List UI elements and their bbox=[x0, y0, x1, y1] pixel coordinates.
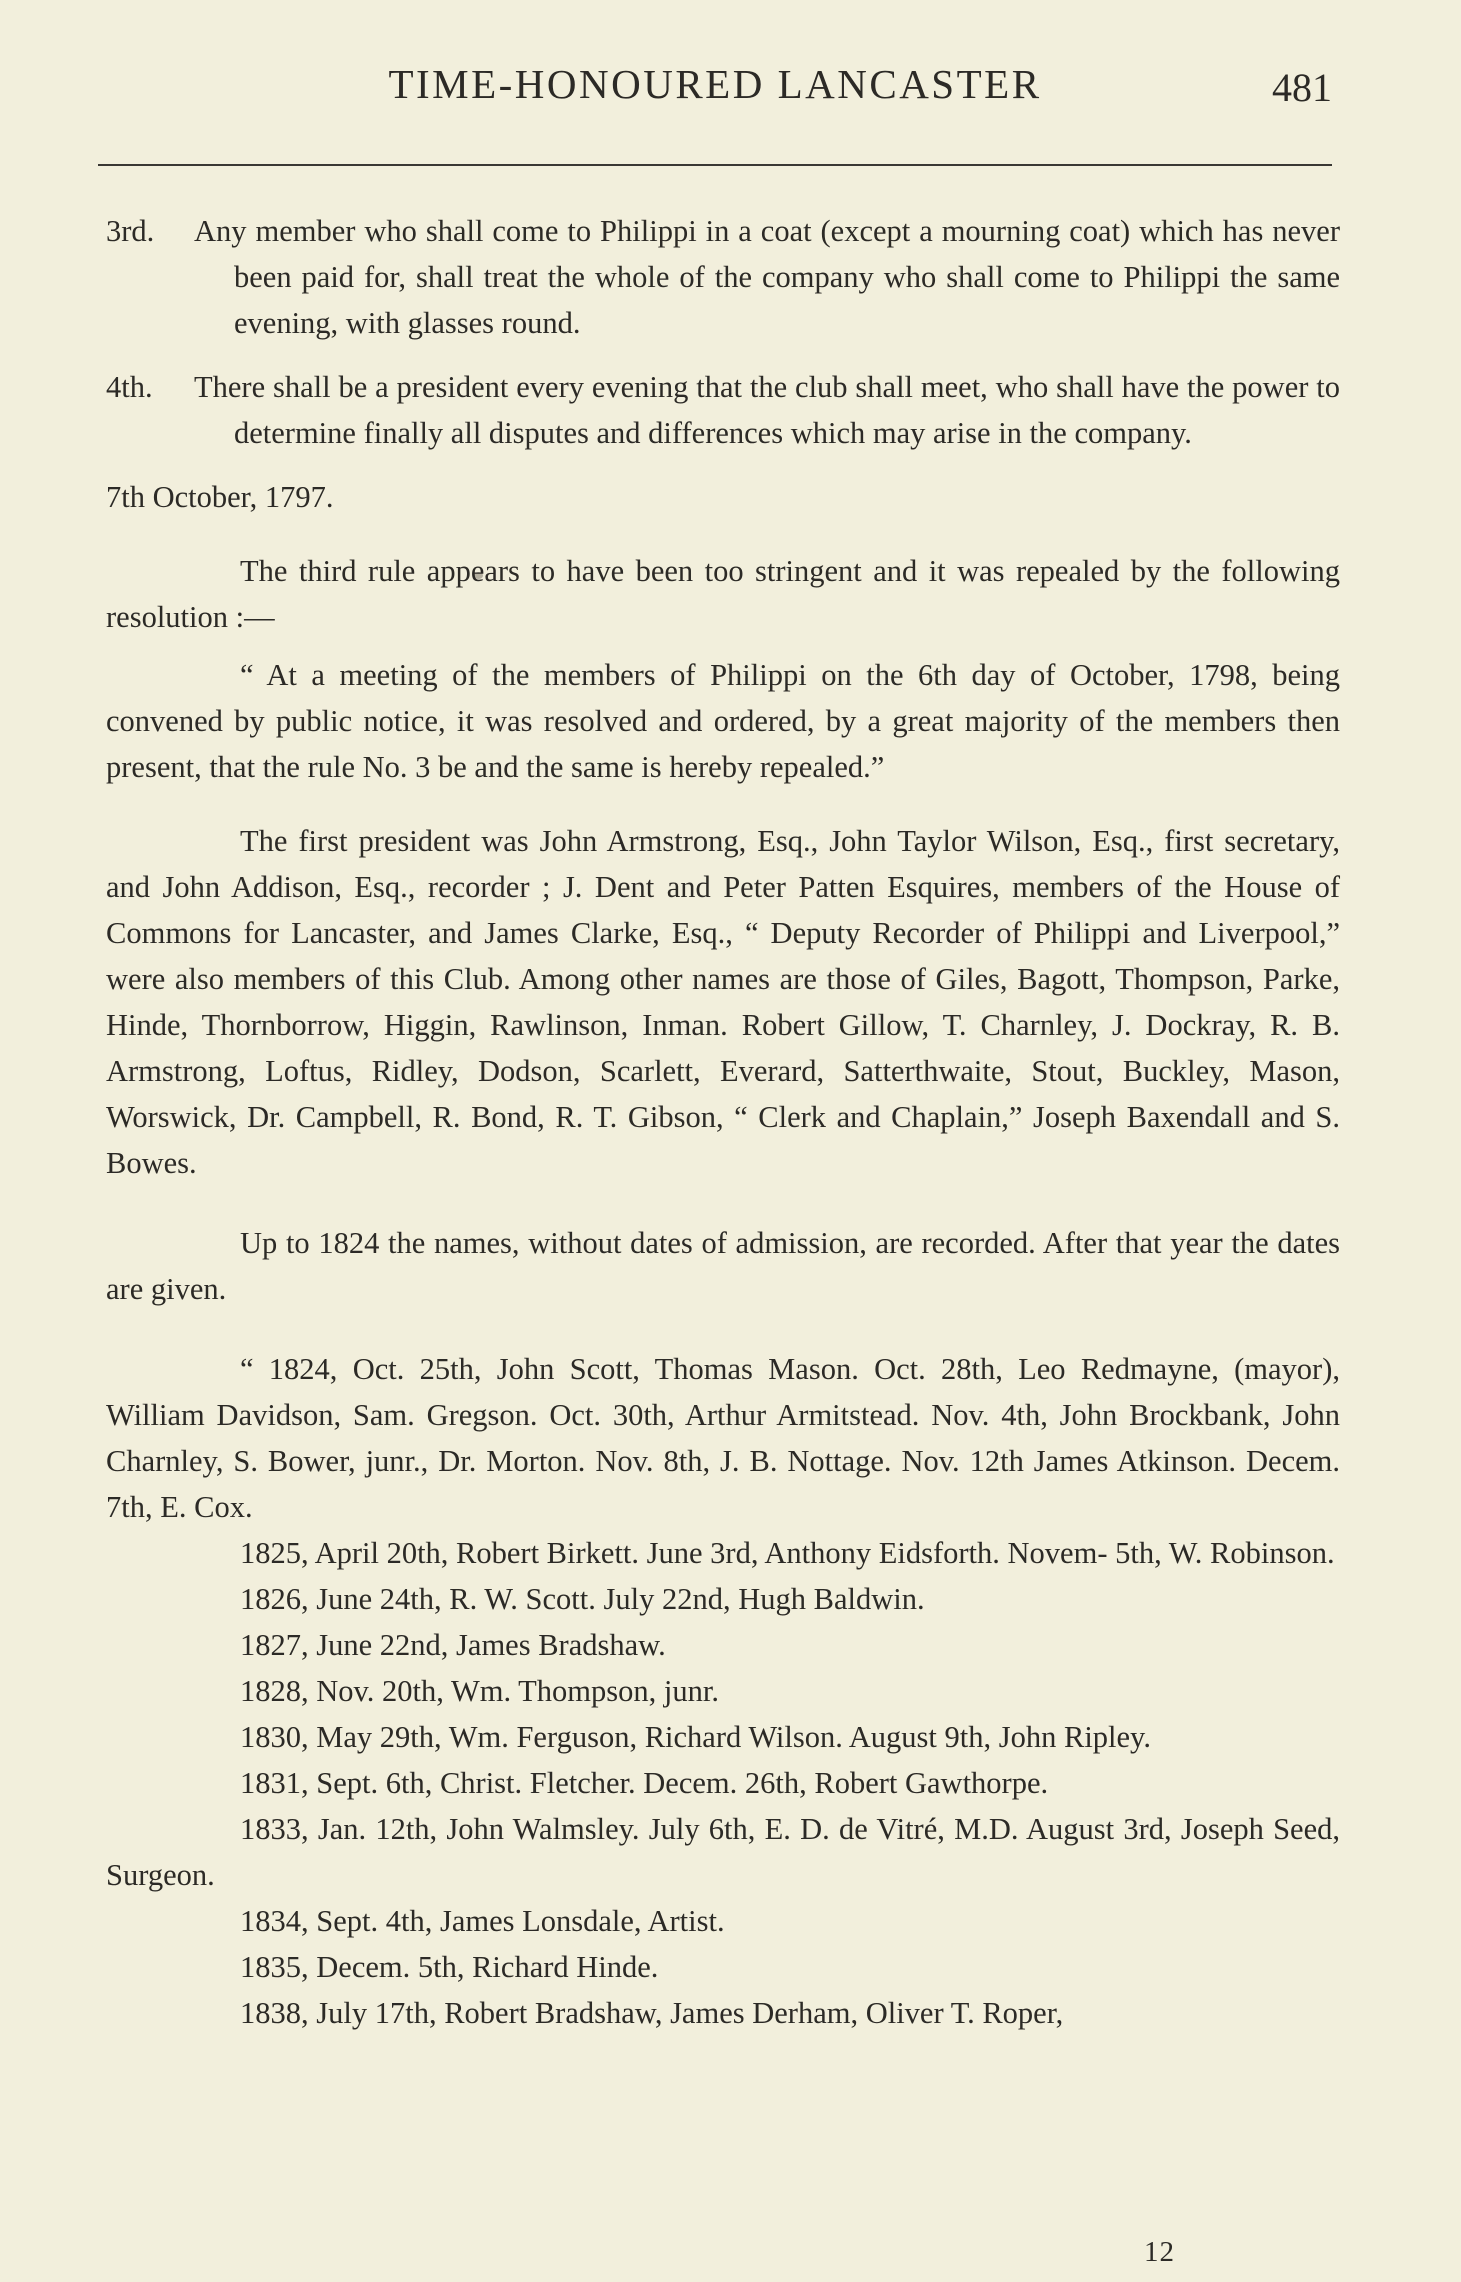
dateline: 7th October, 1797. bbox=[106, 480, 334, 514]
spacer bbox=[106, 1186, 1340, 1220]
paragraph-repeal-intro: The third rule appears to have been too stringent and it was repealed by the following resolution :— bbox=[106, 554, 1340, 634]
register-entry-1833: 1833, Jan. 12th, John Walmsley. July 6th, E. D. de Vitré, M.D. August 3rd, Joseph Seed, Surgeon. bbox=[106, 1812, 1340, 1892]
register-entry-1825: 1825, April 20th, Robert Birkett. June 3rd, Anthony Eidsforth. Novem- 5th, W. Robinson. bbox=[240, 1536, 1335, 1570]
register-entry-1834: 1834, Sept. 4th, James Lonsdale, Artist. bbox=[240, 1904, 725, 1938]
paragraph-dates-note: Up to 1824 the names, without dates of admission, are recorded. After that year the dates are given. bbox=[106, 1226, 1340, 1306]
paragraph-members: The first president was John Armstrong, Esq., John Taylor Wilson, Esq., first secretary, and John Addison, Esq., recorder ; J. Dent and Peter Patten Esquires, members of the House of Commons for Lancaster, and James Clarke, Esq., “ Deputy Recorder of Philippi and Liverpool,” were also members of this Club. Among other names are those of Giles, Bagott, Thompson, Parke, Hinde, Thornborrow, Higgin, Rawlinson, Inman. Robert Gillow, T. Charnley, J. Dockray, R. B. Armstrong, Loftus, Ridley, Dodson, Scarlett, Everard, Satterthwaite, Stout, Buckley, Mason, Worswick, Dr. Campbell, R. Bond, R. T. Gibson, “ Clerk and Chaplain,” Joseph Baxendall and S. Bowes. bbox=[106, 824, 1340, 1180]
spacer bbox=[106, 790, 1340, 818]
running-title: TIME-HONOURED LANCASTER bbox=[388, 61, 1042, 107]
rule-number: 3rd. bbox=[106, 214, 155, 248]
spacer bbox=[106, 640, 1340, 652]
spacer bbox=[106, 1312, 1340, 1346]
rule-text: There shall be a president every evening that the club shall meet, who shall have the power to determine finally all disputes and differences which may arise in the company. bbox=[194, 370, 1340, 450]
register-entry-1831: 1831, Sept. 6th, Christ. Fletcher. Decem. 26th, Robert Gawthorpe. bbox=[240, 1766, 1049, 1800]
register-entry-1835: 1835, Decem. 5th, Richard Hinde. bbox=[240, 1950, 659, 1984]
rule-text: Any member who shall come to Philippi in a coat (except a mourning coat) which has never been paid for, shall treat the whole of the company who shall come to Philippi the same evening, with glasses round. bbox=[194, 214, 1340, 340]
body-text bbox=[106, 208, 1340, 2036]
running-head bbox=[98, 56, 1332, 116]
register-entry-1830: 1830, May 29th, Wm. Ferguson, Richard Wilson. August 9th, John Ripley. bbox=[240, 1720, 1151, 1754]
header-rule bbox=[98, 164, 1332, 166]
rule-4th bbox=[106, 364, 1340, 456]
register-entry-1828: 1828, Nov. 20th, Wm. Thompson, junr. bbox=[240, 1674, 719, 1708]
admission-register bbox=[106, 1346, 1340, 2036]
rule-3rd bbox=[106, 208, 1340, 346]
paragraph-resolution-quote: “ At a meeting of the members of Philippi on the 6th day of October, 1798, being convened by public notice, it was resolved and ordered, by a great majority of the members then present, that the rule No. 3 be and the same is hereby repealed.” bbox=[106, 658, 1340, 784]
rule-number: 4th. bbox=[106, 370, 153, 404]
register-entry-1824: “ 1824, Oct. 25th, John Scott, Thomas Mason. Oct. 28th, Leo Redmayne, (mayor), William Davidson, Sam. Gregson. Oct. 30th, Arthur Armitstead. Nov. 4th, John Brockbank, John Charnley, S. Bower, junr., Dr. Morton. Nov. 8th, J. B. Nottage. Nov. 12th James Atkinson. Decem. 7th, E. Cox. bbox=[106, 1352, 1340, 1524]
register-entry-1827: 1827, June 22nd, James Bradshaw. bbox=[240, 1628, 666, 1662]
register-entry-1826: 1826, June 24th, R. W. Scott. July 22nd, Hugh Baldwin. bbox=[240, 1582, 925, 1616]
signature-mark: 12 bbox=[1144, 2236, 1175, 2268]
page-number: 481 bbox=[1272, 65, 1332, 110]
register-entry-1838: 1838, July 17th, Robert Bradshaw, James Derham, Oliver T. Roper, bbox=[240, 1996, 1064, 2030]
